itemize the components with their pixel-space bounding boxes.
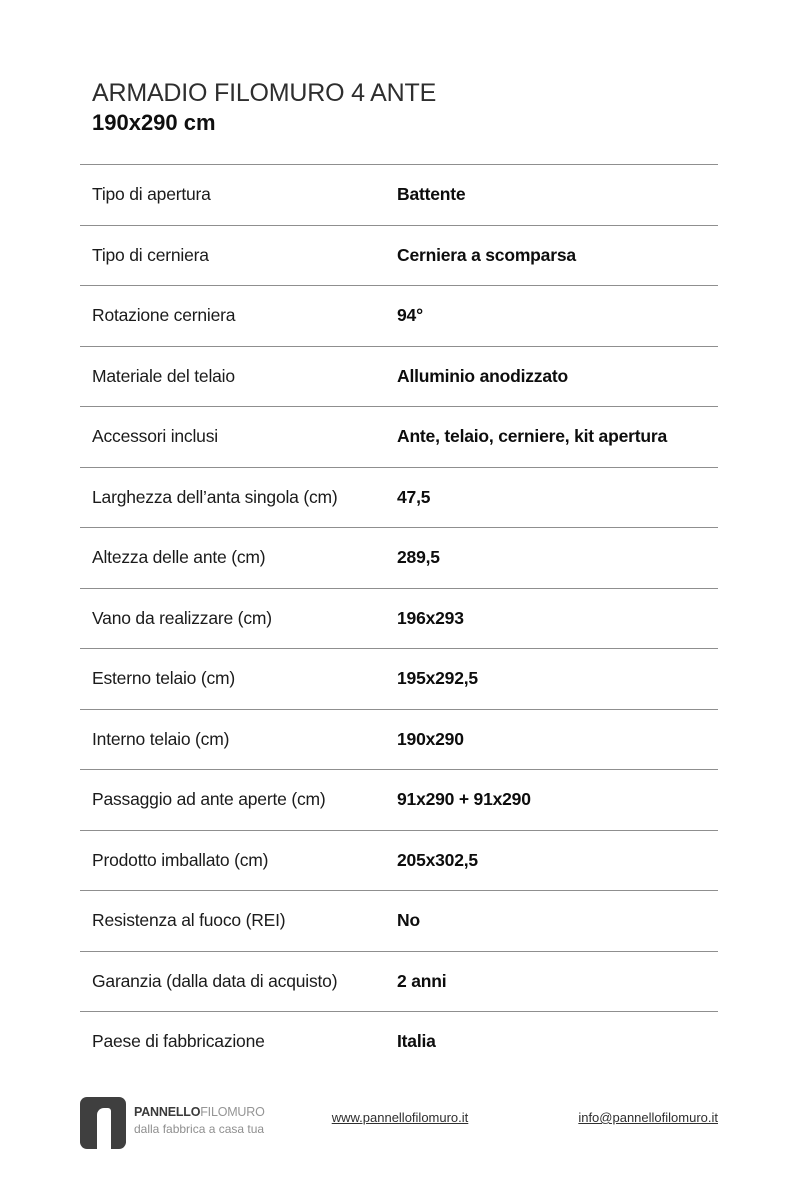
spec-value: Italia bbox=[397, 1031, 436, 1052]
product-title: ARMADIO FILOMURO 4 ANTE bbox=[92, 79, 437, 107]
spec-value: 196x293 bbox=[397, 607, 464, 628]
spec-label: Accessori inclusi bbox=[92, 426, 218, 447]
spec-label: Vano da realizzare (cm) bbox=[92, 607, 272, 628]
spec-value: 195x292,5 bbox=[397, 668, 478, 689]
table-row bbox=[80, 709, 718, 770]
table-row bbox=[80, 951, 718, 1012]
spec-label: Materiale del telaio bbox=[92, 365, 235, 386]
door-frame-icon bbox=[97, 1108, 111, 1149]
spec-value: 2 anni bbox=[397, 970, 447, 991]
spec-label: Interno telaio (cm) bbox=[92, 728, 230, 749]
table-row bbox=[80, 285, 718, 346]
spec-label: Altezza delle ante (cm) bbox=[92, 547, 266, 568]
spec-value: No bbox=[397, 910, 420, 931]
spec-value: 94° bbox=[397, 305, 423, 326]
table-row bbox=[80, 406, 718, 467]
email-link[interactable]: info@pannellofilomuro.it bbox=[578, 1110, 718, 1125]
brand-block bbox=[134, 1105, 265, 1136]
spec-label: Esterno telaio (cm) bbox=[92, 668, 236, 689]
spec-label: Passaggio ad ante aperte (cm) bbox=[92, 789, 326, 810]
spec-value: 190x290 bbox=[397, 728, 464, 749]
table-row bbox=[80, 467, 718, 528]
spec-value: 47,5 bbox=[397, 486, 431, 507]
spec-label: Paese di fabbricazione bbox=[92, 1031, 265, 1052]
spec-label: Rotazione cerniera bbox=[92, 305, 236, 326]
table-row bbox=[80, 890, 718, 951]
spec-value: Cerniera a scomparsa bbox=[397, 244, 576, 265]
table-row bbox=[80, 1011, 718, 1072]
table-row bbox=[80, 225, 718, 286]
table-row bbox=[80, 830, 718, 891]
page-header bbox=[92, 78, 436, 137]
brand-name-bold: PANNELLO bbox=[134, 1105, 201, 1119]
spec-value: 289,5 bbox=[397, 547, 440, 568]
brand-name-light: FILOMURO bbox=[200, 1105, 265, 1119]
table-row bbox=[80, 648, 718, 709]
brand-name bbox=[134, 1105, 265, 1119]
spec-value: Battente bbox=[397, 184, 466, 205]
spec-value: 205x302,5 bbox=[397, 849, 478, 870]
brand-logo bbox=[80, 1097, 126, 1149]
table-row bbox=[80, 769, 718, 830]
spec-value: 91x290 + 91x290 bbox=[397, 789, 531, 810]
website-link[interactable]: www.pannellofilomuro.it bbox=[331, 1110, 469, 1125]
spec-table bbox=[80, 164, 718, 1072]
table-row bbox=[80, 527, 718, 588]
table-row bbox=[80, 346, 718, 407]
spec-label: Resistenza al fuoco (REI) bbox=[92, 910, 286, 931]
spec-label: Tipo di apertura bbox=[92, 184, 211, 205]
spec-label: Tipo di cerniera bbox=[92, 244, 209, 265]
spec-label: Prodotto imballato (cm) bbox=[92, 849, 269, 870]
table-row bbox=[80, 588, 718, 649]
spec-label: Larghezza dell’anta singola (cm) bbox=[92, 486, 338, 507]
product-size-subtitle: 190x290 cm bbox=[92, 110, 216, 135]
table-row bbox=[80, 164, 718, 225]
spec-label: Garanzia (dalla data di acquisto) bbox=[92, 970, 338, 991]
brand-tagline: dalla fabbrica a casa tua bbox=[134, 1122, 265, 1136]
spec-value: Alluminio anodizzato bbox=[397, 365, 568, 386]
spec-value: Ante, telaio, cerniere, kit apertura bbox=[397, 426, 667, 447]
